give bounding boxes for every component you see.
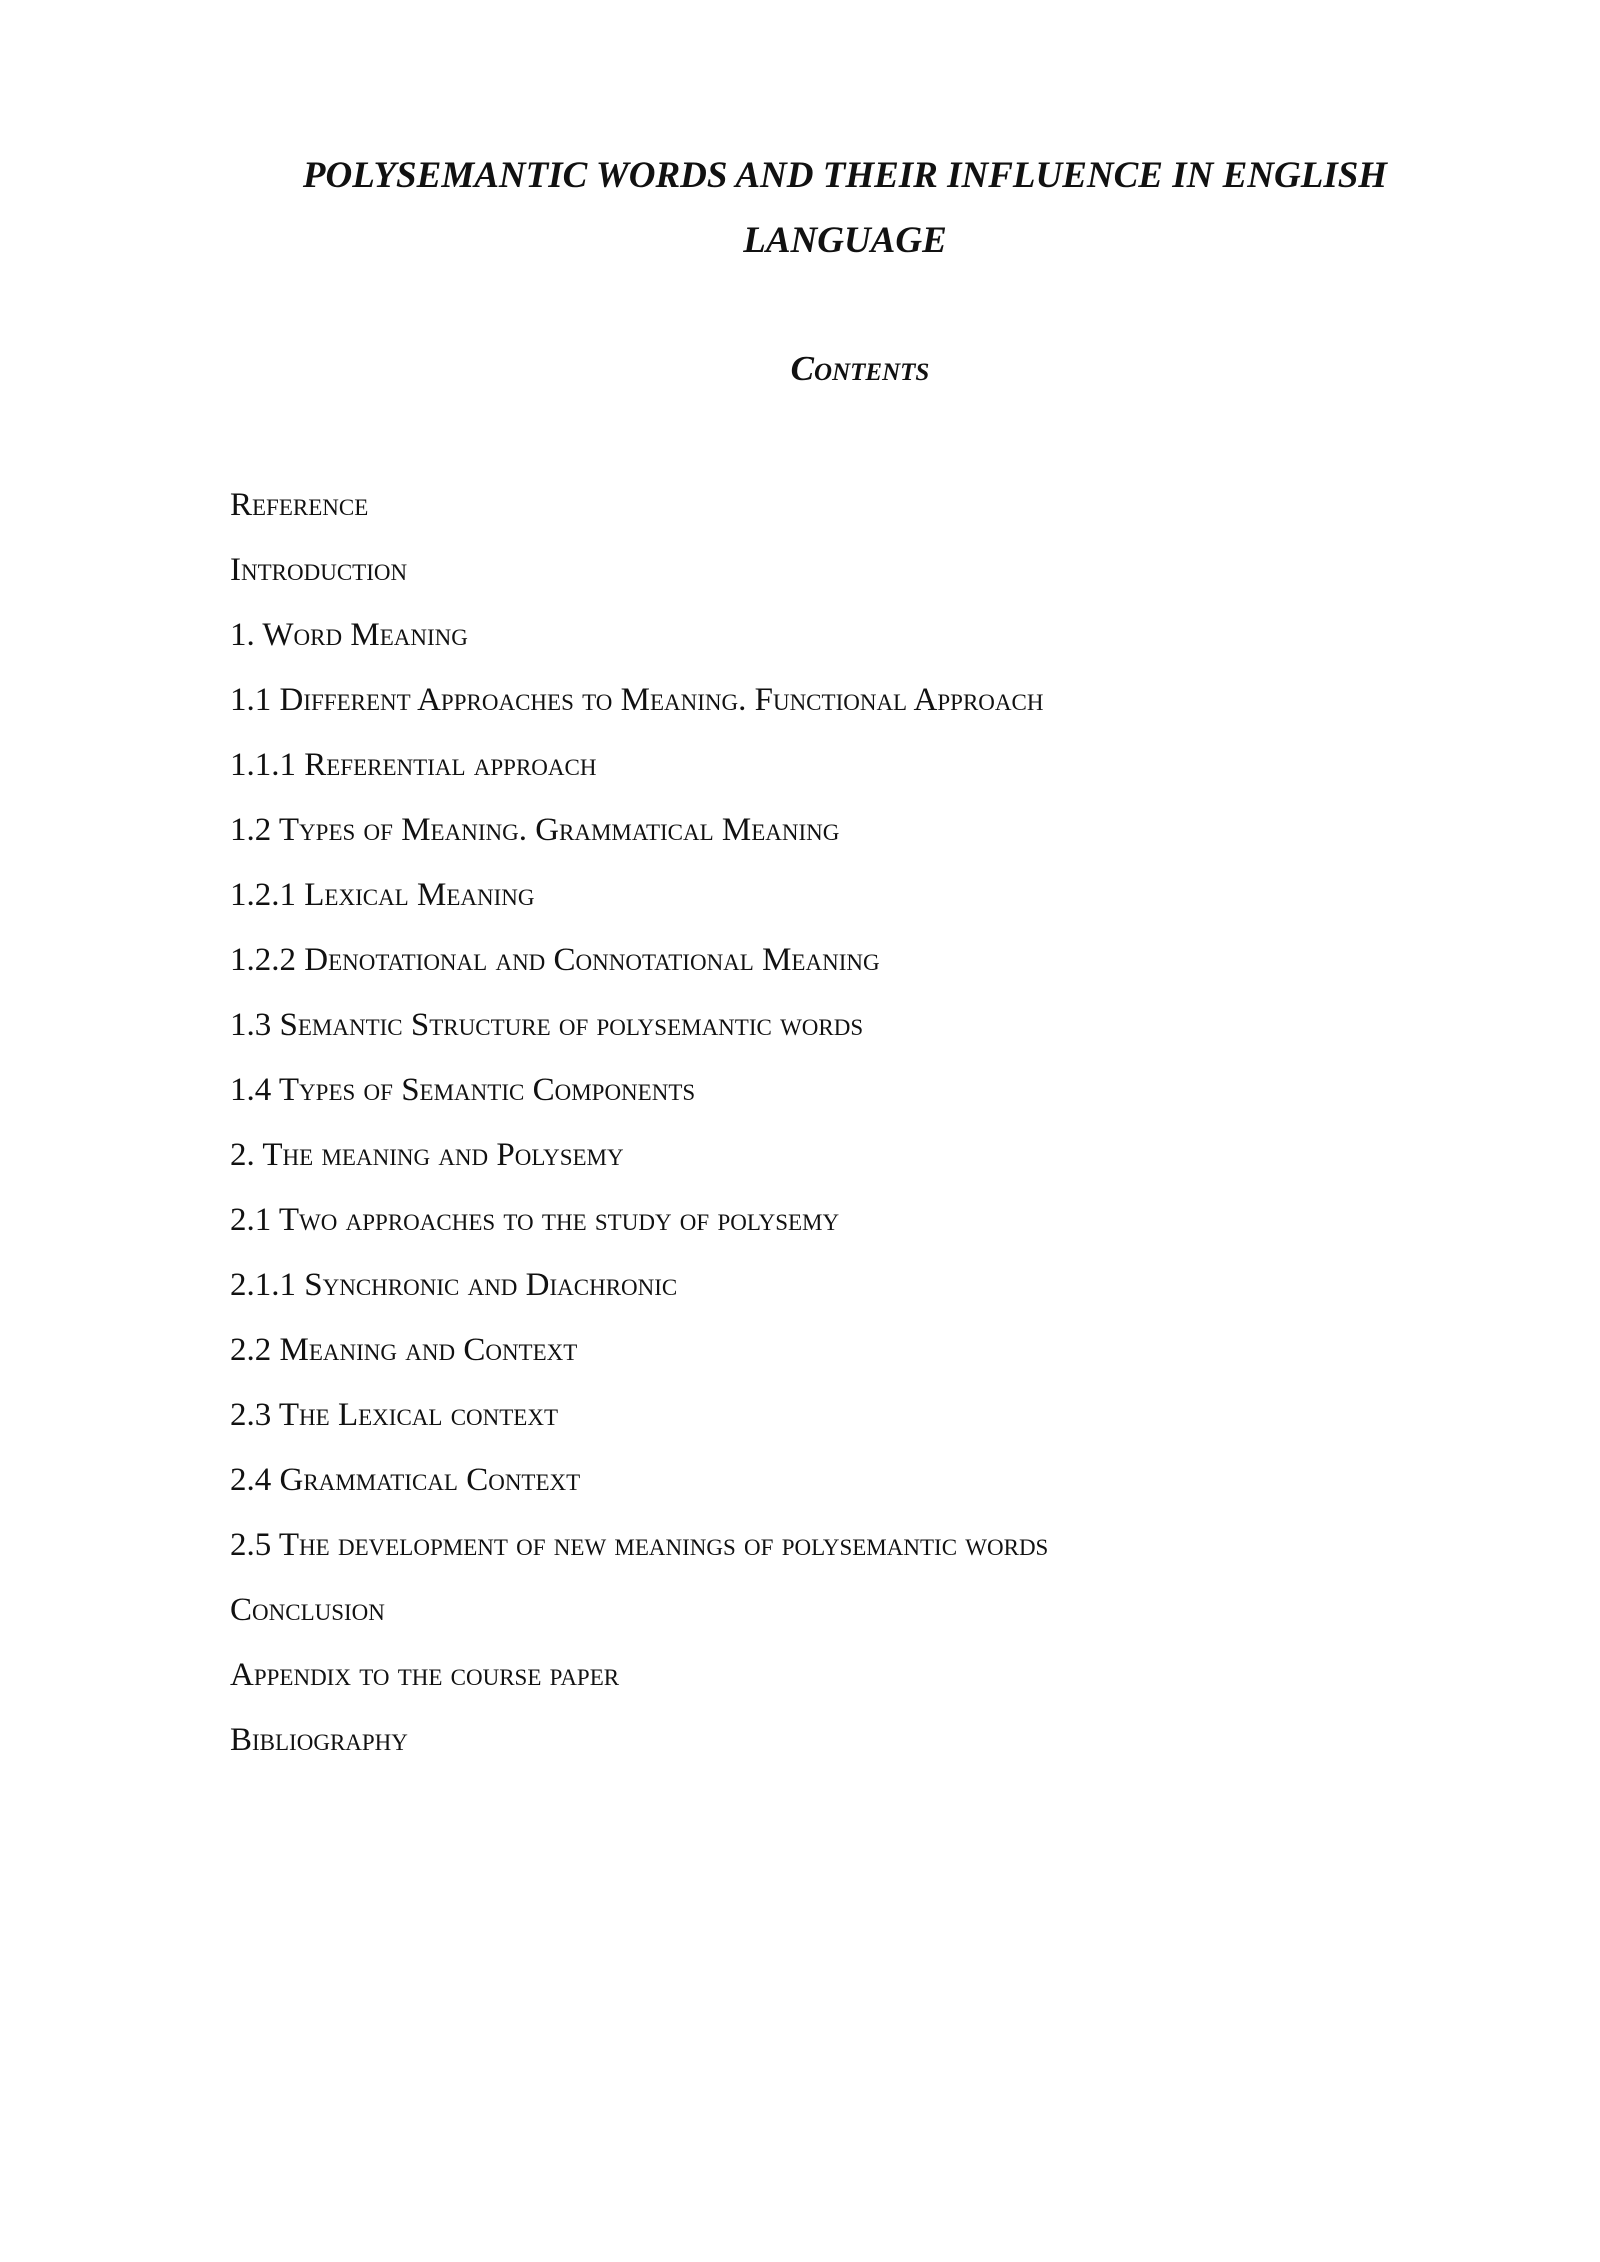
toc-item-2-2: 2.2 Meaning and Context: [230, 1332, 578, 1368]
toc-item-2-4: 2.4 Grammatical Context: [230, 1462, 581, 1498]
document-title: POLYSEMANTIC WORDS AND THEIR INFLUENCE IN ENGLISH LANGUAGE: [302, 155, 1388, 261]
toc-item-1-2: 1.2 Types of Meaning. Grammatical Meaning: [230, 812, 840, 848]
toc-item-1-3: 1.3 Semantic Structure of polysemantic words: [230, 1007, 864, 1043]
toc-item-1-2-1: 1.2.1 Lexical Meaning: [230, 877, 535, 913]
toc-item-1-1-1: 1.1.1 Referential approach: [230, 747, 597, 783]
toc-item-introduction: Introduction: [230, 552, 408, 588]
toc-item-1-2-2: 1.2.2 Denotational and Connotational Meaning: [230, 942, 880, 978]
toc-item-2-3: 2.3 The Lexical context: [230, 1397, 559, 1433]
contents-heading: Contents: [790, 349, 930, 388]
toc-item-bibliography: Bibliography: [230, 1722, 408, 1758]
toc-item-reference: Reference: [230, 487, 369, 523]
toc-item-2-5: 2.5 The development of new meanings of polysemantic words: [230, 1527, 1049, 1563]
toc-item-1-4: 1.4 Types of Semantic Components: [230, 1072, 696, 1108]
toc-item-2-1-1: 2.1.1 Synchronic and Diachronic: [230, 1267, 678, 1303]
toc-item-appendix: Appendix to the course paper: [230, 1657, 620, 1693]
table-of-contents: [230, 473, 1048, 1773]
toc-item-2-1: 2.1 Two approaches to the study of polysemy: [230, 1202, 840, 1238]
toc-item-2: 2. The meaning and Polysemy: [230, 1137, 624, 1173]
toc-item-1: 1. Word Meaning: [230, 617, 468, 653]
toc-item-1-1: 1.1 Different Approaches to Meaning. Functional Approach: [230, 682, 1044, 718]
toc-item-conclusion: Conclusion: [230, 1592, 385, 1628]
